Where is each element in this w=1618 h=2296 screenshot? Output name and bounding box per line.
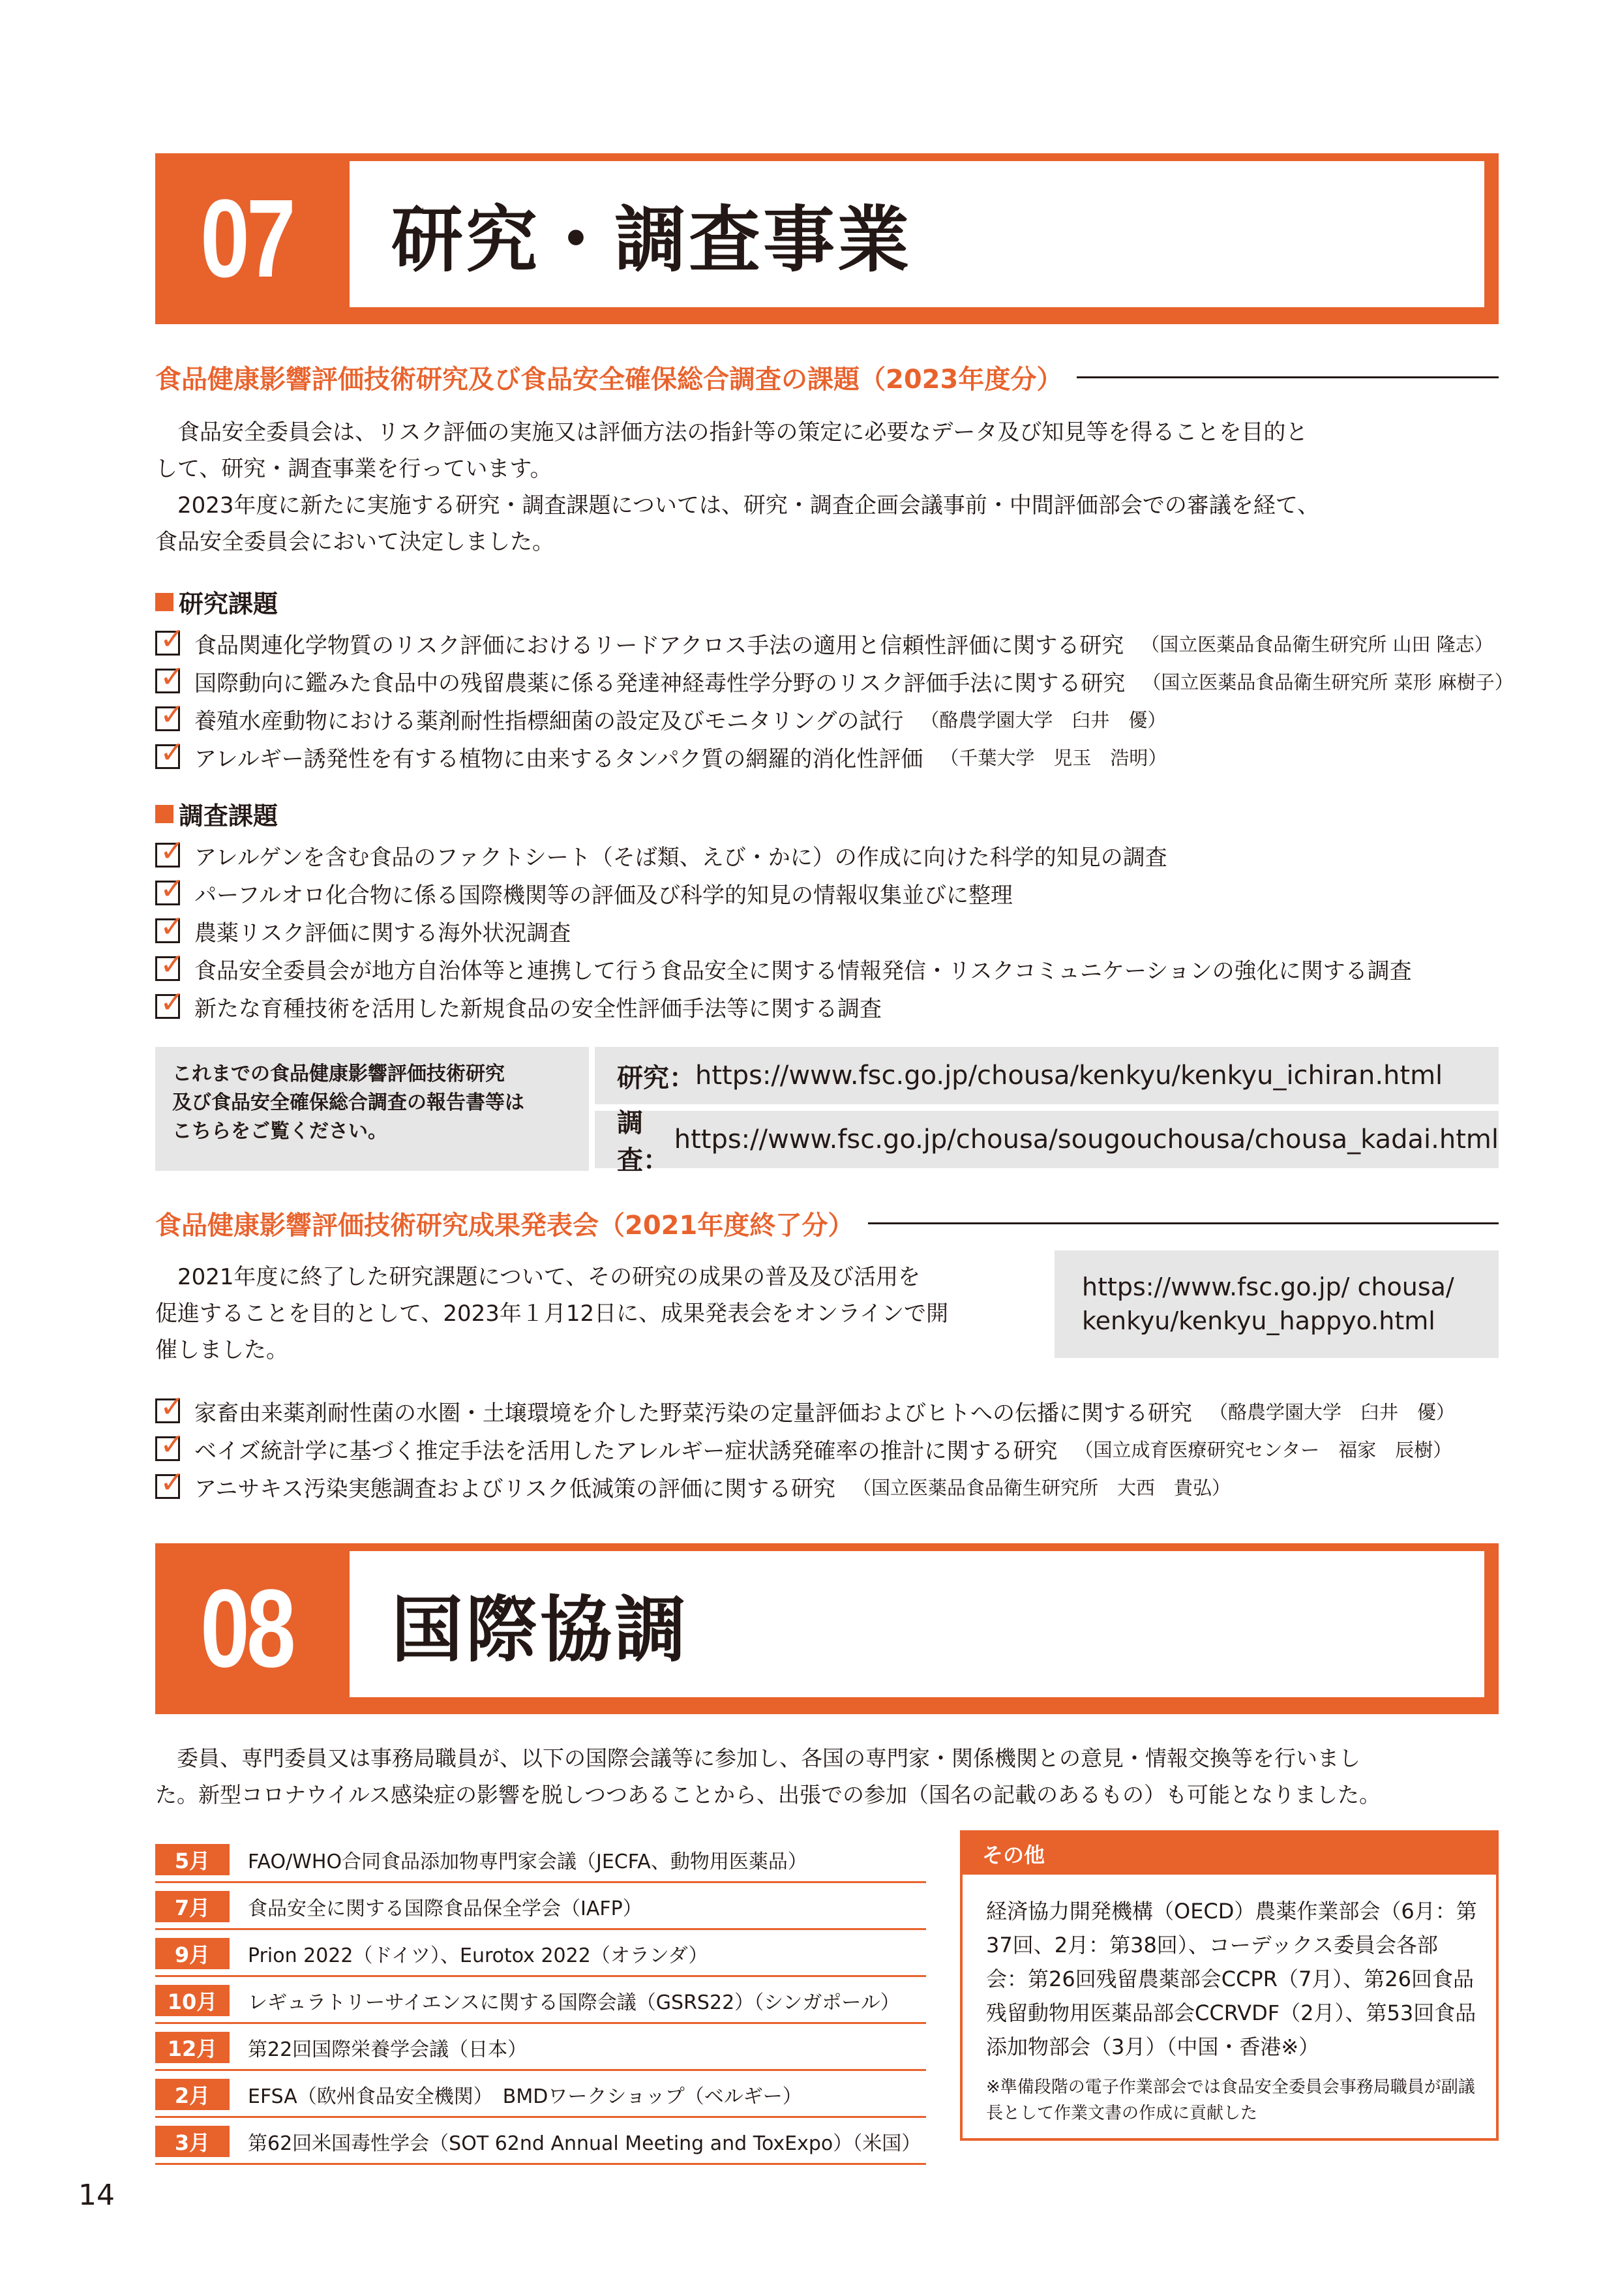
- checkbox-checked-icon: ✓: [155, 918, 180, 943]
- subheading-research-survey-text: 食品健康影響評価技術研究及び食品安全確保総合調査の課題（2023年度分）: [155, 364, 1063, 395]
- event-name: レギュラトリーサイエンスに関する国際会議（GSRS22）（シンガポール）: [248, 1991, 900, 2014]
- month-badge: 2月: [155, 2079, 230, 2110]
- event-name: 食品安全に関する国際食品保全学会（IAFP）: [248, 1897, 642, 1920]
- month-badge: 5月: [155, 1844, 230, 1875]
- survey-topics-list: [155, 833, 1512, 1025]
- presentation-text: 2021年度に終了した研究課題について、その研究の成果の普及及び活用を 促進することを目的として、2023年１月12日に、成果発表会をオンラインで開 催しました。: [155, 1264, 949, 1363]
- presentation-url-box: [1055, 1250, 1499, 1358]
- presentation-topic-affiliation: （国立成育医療研究センター 福家 辰樹）: [1074, 1438, 1452, 1461]
- section-07-intro: 食品安全委員会は、リスク評価の実施又は評価方法の指針等の策定に必要なデータ及び知見等を得ることを目的と して、研究・調査事業を行っています。 2023年度に新たに実施する研究・調査課題については、研究・調査企画会議事前・中間評価部会での審議を経て、 食品安全委員会において決定しました。: [155, 419, 1320, 555]
- other-activities-note: ※準備段階の電子作業部会では食品安全委員会事務局職員が副議長として作業文書の作成に貢献した: [986, 2077, 1475, 2123]
- checkbox-checked-icon: ✓: [155, 631, 180, 656]
- survey-url-label: 調査：: [617, 1108, 669, 1175]
- month-badge: 7月: [155, 1891, 230, 1922]
- research-topic-affiliation: （国立医薬品食品衛生研究所 菜形 麻樹子）: [1142, 671, 1514, 693]
- event-name: 第22回国際栄養学会議（日本）: [248, 2038, 528, 2061]
- survey-topic-title: 新たな育種技術を活用した新規食品の安全性評価手法等に関する調査: [194, 995, 882, 1022]
- orange-square-icon: [155, 805, 173, 823]
- month-badge: 3月: [155, 2126, 230, 2157]
- research-url-label: 研究：: [617, 1063, 695, 1093]
- survey-topic-title: パーフルオロ化合物に係る国際機関等の評価及び科学的知見の情報収集並びに整理: [194, 882, 1013, 909]
- list-item: [155, 621, 1512, 662]
- presentation-list: [155, 1389, 1512, 1505]
- table-row: [155, 2073, 926, 2118]
- table-row: [155, 2026, 926, 2071]
- subheading-presentation: [155, 1203, 1499, 1243]
- month-badge: 9月: [155, 1938, 230, 1969]
- checkbox-checked-icon: ✓: [155, 706, 180, 731]
- section-08-title-box: [350, 1551, 1484, 1697]
- orange-square-icon: [155, 593, 173, 611]
- month-badge: 10月: [155, 1985, 230, 2016]
- checkbox-checked-icon: ✓: [155, 843, 180, 868]
- table-row: [155, 1979, 926, 2024]
- subheading-rule: [868, 1222, 1499, 1224]
- research-topics-label-text: 研究課題: [179, 590, 278, 618]
- checkbox-checked-icon: ✓: [155, 1474, 180, 1499]
- list-item: [155, 871, 1512, 912]
- checkbox-checked-icon: ✓: [155, 881, 180, 905]
- survey-url-link[interactable]: https://www.fsc.go.jp/chousa/sougouchousa/chousa_kadai.html: [674, 1125, 1499, 1155]
- presentation-topic-affiliation: （国立医薬品食品衛生研究所 大西 貴弘）: [852, 1476, 1231, 1499]
- survey-topic-title: 農薬リスク評価に関する海外状況調査: [194, 920, 571, 946]
- presentation-topic-affiliation: （酪農学園大学 臼井 優）: [1209, 1400, 1456, 1423]
- other-activities-box: [960, 1830, 1499, 2141]
- survey-topics-label-text: 調査課題: [179, 802, 278, 830]
- research-topic-title: 食品関連化学物質のリスク評価におけるリードアクロス手法の適用と信頼性評価に関する研究: [194, 632, 1124, 659]
- research-topic-affiliation: （酪農学園大学 臼井 優）: [920, 708, 1167, 731]
- subheading-presentation-text: 食品健康影響評価技術研究成果発表会（2021年度終了分）: [155, 1210, 854, 1241]
- section-08-header: [155, 1543, 1499, 1714]
- list-item: [155, 1427, 1512, 1468]
- subheading-research-survey: [155, 357, 1499, 397]
- event-name: EFSA（欧州食品安全機関） BMDワークショップ（ベルギー）: [248, 2085, 802, 2108]
- presentation-topic-title: アニサキス汚染実態調査およびリスク低減策の評価に関する研究: [194, 1475, 835, 1502]
- event-name: 第62回米国毒性学会（SOT 62nd Annual Meeting and ToxExpo）（米国）: [248, 2132, 921, 2155]
- section-07-title-box: [350, 161, 1484, 307]
- reports-note-box: [155, 1047, 589, 1171]
- survey-topic-title: 食品安全委員会が地方自治体等と連携して行う食品安全に関する情報発信・リスクコミュニケーションの強化に関する調査: [194, 958, 1412, 984]
- research-topics-label: [155, 584, 278, 620]
- table-row: [155, 2120, 926, 2165]
- presentation-topic-title: 家畜由来薬剤耐性菌の水圏・土壌環境を介した野菜汚染の定量評価およびヒトへの伝播に関する研究: [194, 1400, 1192, 1427]
- international-schedule: [155, 1838, 926, 2167]
- checkbox-checked-icon: ✓: [155, 744, 180, 769]
- list-item: [155, 909, 1512, 950]
- other-activities-text: 経済協力開発機構（OECD）農薬作業部会（6月：第37回、2月：第38回）、コーデックス委員会各部会：第26回残留農薬部会CCPR（7月）、第26回食品残留動物用医薬品部会CCRVDF（2月）、第53回食品添加物部会（3月）（中国・香港※）: [986, 1899, 1477, 2059]
- subheading-rule: [1077, 376, 1499, 378]
- checkbox-checked-icon: ✓: [155, 669, 180, 693]
- research-topics-list: [155, 621, 1514, 776]
- presentation-topic-title: ベイズ統計学に基づく推定手法を活用したアレルギー症状誘発確率の推計に関する研究: [194, 1438, 1058, 1464]
- research-url-link[interactable]: https://www.fsc.go.jp/chousa/kenkyu/kenkyu_ichiran.html: [695, 1061, 1443, 1091]
- list-item: [155, 984, 1512, 1025]
- research-topic-title: 養殖水産動物における薬剤耐性指標細菌の設定及びモニタリングの試行: [194, 708, 904, 734]
- checkbox-checked-icon: ✓: [155, 1436, 180, 1461]
- event-name: Prion 2022（ドイツ）、Eurotox 2022（オランダ）: [248, 1944, 708, 1967]
- list-item: [155, 946, 1512, 988]
- list-item: [155, 734, 1512, 776]
- checkbox-checked-icon: ✓: [155, 1398, 180, 1423]
- checkbox-checked-icon: ✓: [155, 994, 180, 1019]
- research-topic-affiliation: （千葉大学 児玉 浩明）: [940, 746, 1167, 769]
- research-topic-title: アレルギー誘発性を有する植物に由来するタンパク質の網羅的消化性評価: [194, 746, 923, 772]
- list-item: [155, 1464, 1512, 1505]
- list-item: [155, 659, 1514, 700]
- section-08-intro: 委員、専門委員又は事務局職員が、以下の国際会議等に参加し、各国の専門家・関係機関との意見・情報交換等を行いまし た。新型コロナウイルス感染症の影響を脱しつつあることから、出張での参加（国名の記載のあるもの）も可能となりました。: [155, 1745, 1381, 1807]
- section-07-number: 07: [200, 177, 293, 301]
- checkbox-checked-icon: ✓: [155, 956, 180, 981]
- survey-topics-label: [155, 796, 278, 832]
- survey-topic-title: アレルゲンを含む食品のファクトシート（そば類、えび・かに）の作成に向けた科学的知見の調査: [194, 844, 1167, 871]
- table-row: [155, 1838, 926, 1883]
- research-url-box: [595, 1047, 1499, 1104]
- event-name: FAO/WHO合同食品添加物専門家会議（JECFA、動物用医薬品）: [248, 1850, 807, 1873]
- page-number: 14: [78, 2179, 115, 2212]
- list-item: [155, 833, 1512, 874]
- survey-url-box: [595, 1108, 1499, 1175]
- other-activities-title: その他: [963, 1833, 1496, 1875]
- section-07-title: 研究・調査事業: [391, 198, 912, 282]
- presentation-url-link[interactable]: https://www.fsc.go.jp/ chousa/ kenkyu/kenkyu_happyo.html: [1082, 1273, 1454, 1335]
- section-08-title: 国際協調: [391, 1588, 689, 1672]
- month-badge: 12月: [155, 2032, 230, 2063]
- list-item: [155, 697, 1512, 738]
- section-08-number: 08: [200, 1567, 293, 1691]
- table-row: [155, 1932, 926, 1977]
- table-row: [155, 1885, 926, 1930]
- section-07-header: [155, 153, 1499, 324]
- research-topic-title: 国際動向に鑑みた食品中の残留農薬に係る発達神経毒性学分野のリスク評価手法に関する研究: [194, 670, 1126, 697]
- research-topic-affiliation: （国立医薬品食品衛生研究所 山田 隆志）: [1141, 633, 1493, 656]
- reports-note-text: これまでの食品健康影響評価技術研究 及び食品安全確保総合調査の報告書等は こちらをご覧ください。: [172, 1063, 524, 1143]
- list-item: [155, 1389, 1512, 1430]
